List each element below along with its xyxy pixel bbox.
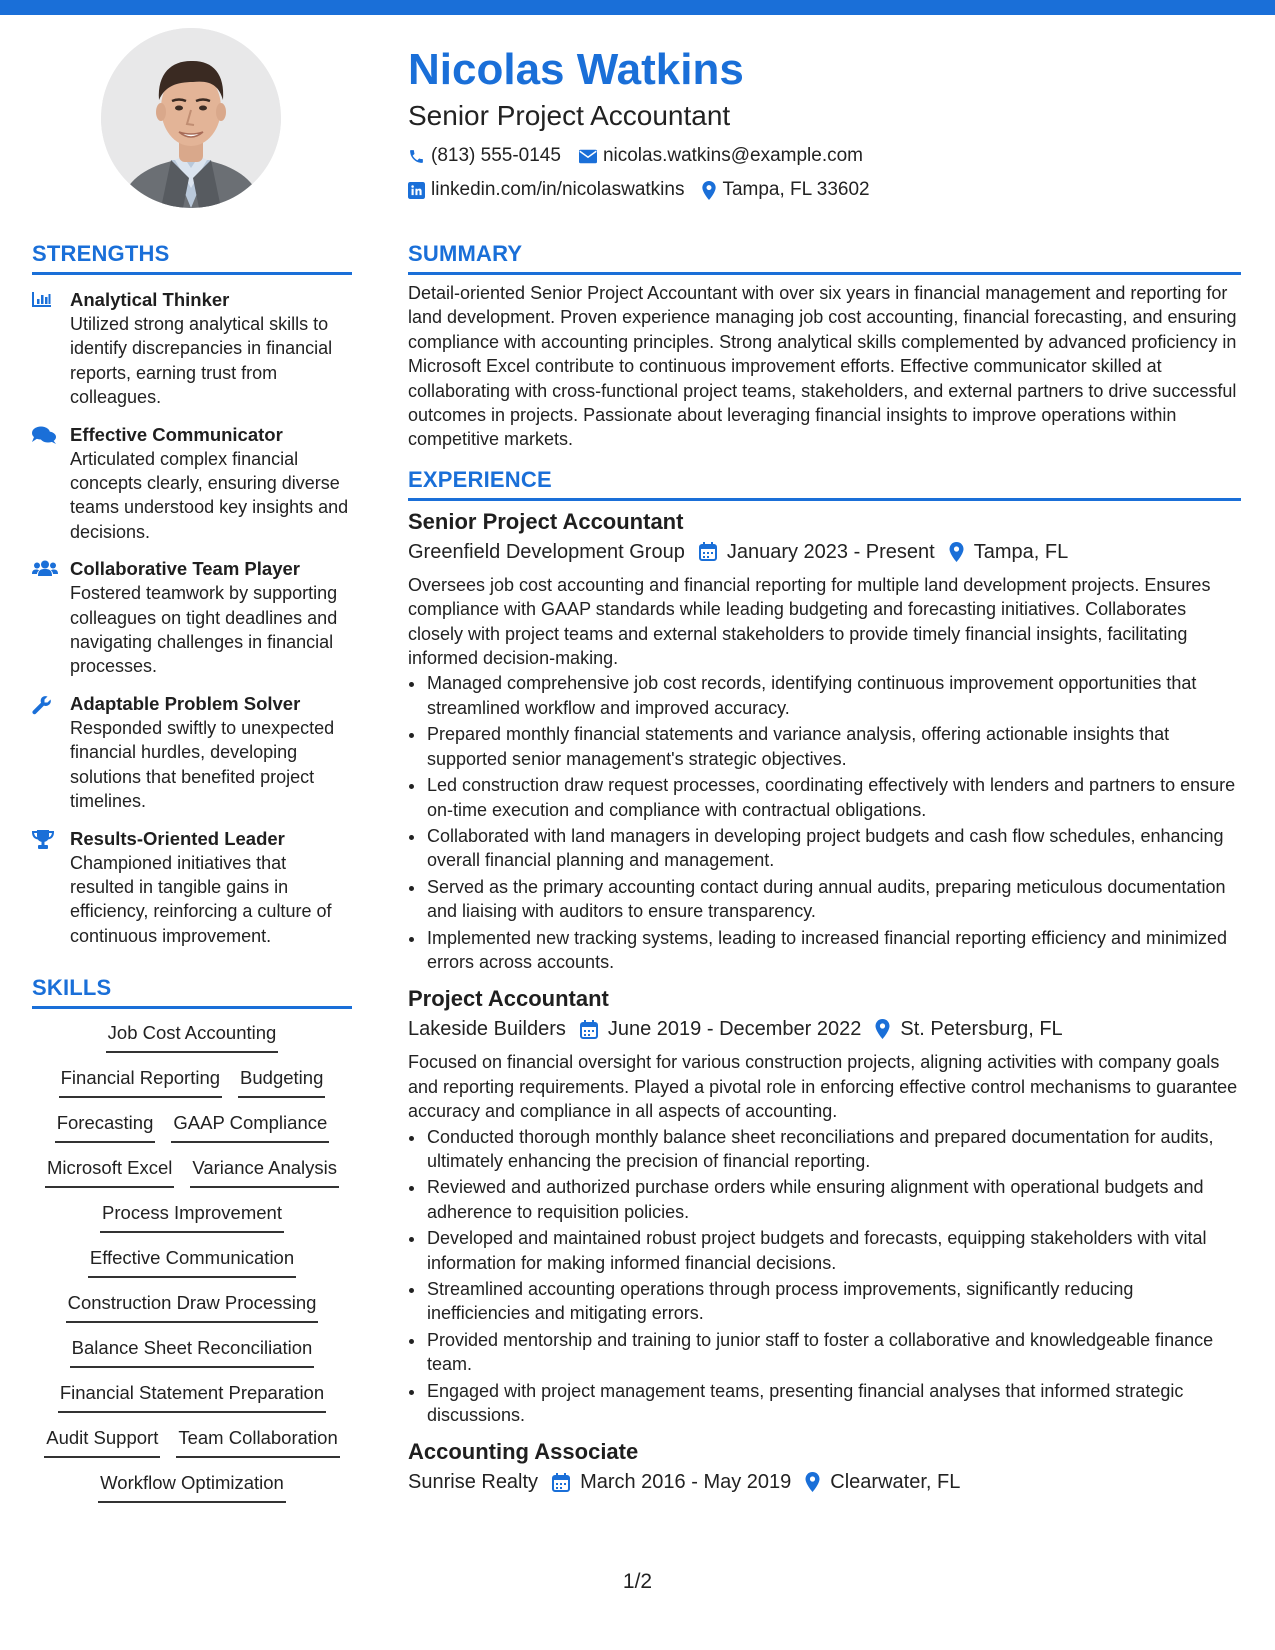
wrench-icon	[32, 695, 52, 715]
job-title: Senior Project Accountant	[408, 508, 684, 534]
job-bullets	[408, 1125, 1241, 1428]
linkedin-contact[interactable]	[408, 174, 684, 206]
comments-icon	[32, 426, 56, 444]
job-entry	[408, 1437, 1241, 1497]
location-text: Tampa, FL 33602	[722, 179, 870, 200]
job-location: St. Petersburg, FL	[900, 1018, 1063, 1041]
strength-item	[32, 288, 352, 410]
strength-item	[32, 557, 352, 679]
location-contact	[702, 174, 869, 206]
top-accent-bar	[0, 0, 1275, 15]
map-pin-icon	[702, 181, 716, 200]
job-bullet: • Developed and maintained robust project budgets and forecasts, equipping stakeholders with vital information for making informed financial decisions.	[426, 1226, 1241, 1275]
skill-tag: Budgeting	[238, 1066, 325, 1098]
right-column	[408, 240, 1241, 1497]
skill-tag: Microsoft Excel	[45, 1156, 174, 1188]
skill-tag: Team Collaboration	[176, 1426, 339, 1458]
job-title: Accounting Associate	[408, 1439, 639, 1465]
strength-title: Effective Communicator	[70, 423, 283, 445]
strengths-list	[32, 288, 352, 948]
job-dates: March 2016 - May 2019	[580, 1471, 792, 1494]
strength-desc: Responded swiftly to unexpected financial hurdles, developing solutions that benefited project timelines.	[70, 717, 335, 812]
job-bullet: • Implemented new tracking systems, leading to increased financial reporting efficiency and minimized errors across accounts.	[426, 926, 1241, 975]
job-bullet: • Served as the primary accounting contact during annual audits, preparing meticulous documentation and liaising with auditors to ensure transparency.	[426, 875, 1241, 924]
company-name: Greenfield Development Group	[408, 540, 685, 563]
skill-tag: Job Cost Accounting	[106, 1021, 279, 1053]
phone-icon	[408, 148, 425, 165]
profile-photo	[101, 28, 281, 208]
strength-desc: Utilized strong analytical skills to identify discrepancies in financial reports, earning trust from colleagues.	[70, 314, 333, 408]
resume-header	[408, 40, 1238, 206]
trophy-icon	[32, 830, 54, 850]
job-bullet: • Streamlined accounting operations through process improvements, significantly reducing inefficiencies and mitigating errors.	[426, 1277, 1241, 1326]
calendar-icon	[580, 1020, 598, 1039]
job-dates: January 2023 - Present	[726, 540, 935, 563]
summary-heading: SUMMARY	[408, 240, 1241, 275]
job-entry	[408, 507, 1241, 975]
strength-item	[32, 692, 352, 814]
strength-title: Collaborative Team Player	[70, 558, 300, 580]
envelope-icon	[579, 149, 597, 164]
job-bullet: • Engaged with project management teams, presenting financial analyses that informed strategic discussions.	[426, 1379, 1241, 1428]
candidate-name: Nicolas Watkins	[408, 45, 744, 94]
job-description: Focused on financial oversight for various construction projects, aligning activities with company goals and reporting requirements. Played a pivotal role in enforcing effective control mechanisms to guarantee accuracy and compliance in all aspects of accounting.	[408, 1052, 1238, 1122]
summary-text: Detail-oriented Senior Project Accountant with over six years in financial management and reporting for land development. Proven experience managing job cost accounting, financial forecasting, and ensuring compliance with accounting principles. Strong analytical skills complemented by advanced proficiency in Microsoft Excel contribute to continuous improvement efforts. Effective communicator skilled at collaborating with cross-functional project teams, stakeholders, and external partners to drive successful outcomes in projects. Passionate about leveraging financial insights to improve operations within competitive markets.	[408, 283, 1237, 450]
skill-tag: GAAP Compliance	[171, 1111, 329, 1143]
linkedin-text: linkedin.com/in/nicolaswatkins	[431, 179, 685, 200]
skill-tag: Variance Analysis	[190, 1156, 339, 1188]
linkedin-icon	[408, 182, 425, 199]
job-meta	[408, 1014, 1241, 1044]
strength-title: Results-Oriented Leader	[70, 827, 285, 849]
contact-row-2	[408, 174, 1238, 206]
job-description: Oversees job cost accounting and financial reporting for multiple land development projects. Ensures compliance with GAAP standards while leading budgeting and forecasting initiatives. Collaborates closely with project teams and external stakeholders to provide timely financial insights, facilitating informed decision-making.	[408, 574, 1211, 669]
job-location: Tampa, FL	[973, 540, 1069, 563]
skill-tag: Balance Sheet Reconciliation	[70, 1336, 315, 1368]
job-bullet: • Provided mentorship and training to junior staff to foster a collaborative and knowledgeable finance team.	[426, 1328, 1241, 1377]
strength-item	[32, 423, 352, 545]
skill-tag: Financial Reporting	[59, 1066, 222, 1098]
email-contact[interactable]	[579, 140, 863, 172]
left-column	[32, 240, 352, 1516]
job-bullet: • Prepared monthly financial statements and variance analysis, offering actionable insights that supported senior management's strategic objectives.	[426, 722, 1241, 771]
job-bullet: • Collaborated with land managers in developing project budgets and cash flow schedules, enhancing overall financial planning and management.	[426, 824, 1241, 873]
job-entry	[408, 984, 1241, 1427]
phone-text: (813) 555-0145	[431, 145, 561, 166]
strengths-heading: STRENGTHS	[32, 240, 352, 275]
job-location: Clearwater, FL	[830, 1471, 961, 1494]
job-title: Project Accountant	[408, 986, 609, 1012]
strength-desc: Articulated complex financial concepts clearly, ensuring diverse teams understood key insights and decisions.	[70, 448, 349, 542]
skill-tag: Process Improvement	[100, 1201, 284, 1233]
experience-heading: EXPERIENCE	[408, 466, 1241, 501]
job-meta	[408, 537, 1241, 567]
strength-title: Adaptable Problem Solver	[70, 692, 301, 714]
map-pin-icon	[949, 542, 964, 562]
skill-tag: Forecasting	[55, 1111, 156, 1143]
strength-desc: Championed initiatives that resulted in tangible gains in efficiency, reinforcing a culture of continuous improvement.	[70, 852, 332, 946]
page-number: 1/2	[622, 1570, 653, 1593]
email-text: nicolas.watkins@example.com	[602, 145, 863, 166]
job-bullet: • Reviewed and authorized purchase orders while ensuring alignment with operational budgets and adherence to requisition policies.	[426, 1175, 1241, 1224]
job-bullet: • Conducted thorough monthly balance sheet reconciliations and prepared documentation for audits, ultimately enhancing the precision of financial reporting.	[426, 1125, 1241, 1174]
company-name: Sunrise Realty	[408, 1471, 539, 1494]
job-bullets	[408, 671, 1241, 974]
phone-contact[interactable]	[408, 140, 561, 172]
skills-list	[32, 1021, 352, 1516]
skill-tag: Effective Communication	[88, 1246, 296, 1278]
strength-item	[32, 827, 352, 949]
skill-tag: Financial Statement Preparation	[58, 1381, 326, 1413]
contact-row-1	[408, 140, 1238, 172]
job-bullet: • Led construction draw request processes, coordinating effectively with lenders and partners to ensure on-time execution and compliance with contractual obligations.	[426, 773, 1241, 822]
map-pin-icon	[875, 1019, 890, 1039]
skill-tag: Construction Draw Processing	[66, 1291, 319, 1323]
job-bullet: • Managed comprehensive job cost records, identifying continuous improvement opportunities that streamlined workflow and improved accuracy.	[426, 671, 1241, 720]
candidate-headline: Senior Project Accountant	[408, 100, 731, 131]
strength-title: Analytical Thinker	[70, 289, 230, 310]
users-icon	[32, 560, 58, 576]
job-dates: June 2019 - December 2022	[607, 1018, 862, 1041]
company-name: Lakeside Builders	[408, 1018, 566, 1041]
map-pin-icon	[805, 1472, 820, 1492]
skills-heading: SKILLS	[32, 974, 352, 1009]
calendar-icon	[699, 542, 717, 561]
strength-desc: Fostered teamwork by supporting colleagues on tight deadlines and navigating challenges in financial processes.	[70, 583, 338, 677]
skill-tag: Workflow Optimization	[98, 1471, 286, 1503]
calendar-icon	[552, 1473, 570, 1492]
job-meta	[408, 1467, 1241, 1497]
skill-tag: Audit Support	[44, 1426, 160, 1458]
bar-chart-icon	[32, 291, 52, 307]
